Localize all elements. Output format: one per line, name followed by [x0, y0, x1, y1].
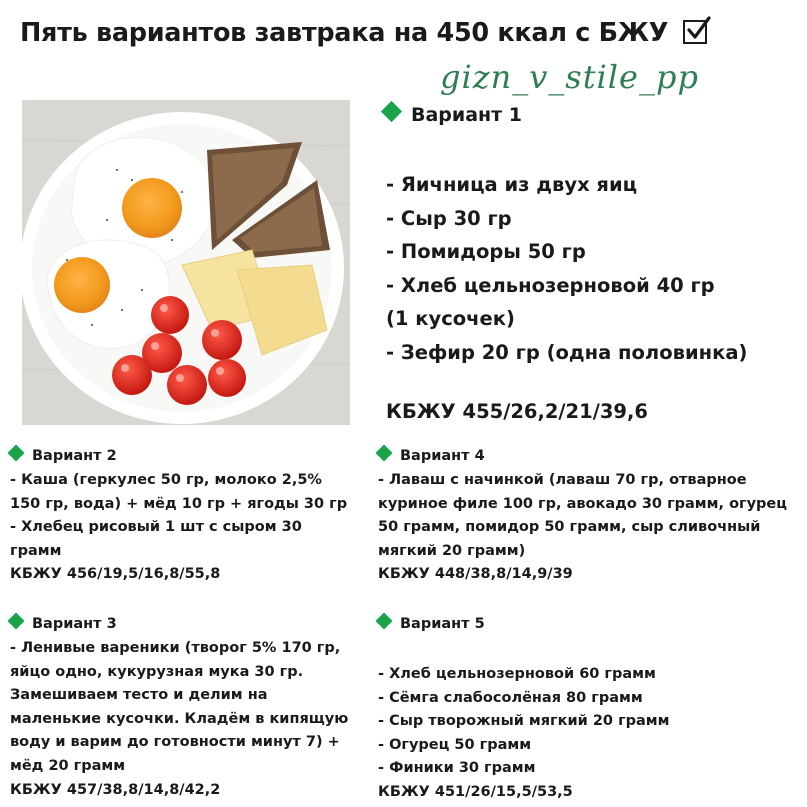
variant-5-kbju: КБЖУ 451/26/15,5/53,5: [378, 783, 573, 800]
variant-2-heading: [10, 447, 347, 469]
variant-2-heading-text: Вариант 2: [32, 448, 117, 464]
variant-1-heading-text: Вариант 1: [411, 104, 523, 126]
list-item: - Финики 30 грамм: [378, 760, 536, 777]
variant-4: [378, 447, 787, 587]
variant-1-list: [386, 168, 796, 369]
list-item: - Ленивые вареники (творог 5% 170 гр,: [10, 640, 341, 656]
variant-3-kbju: КБЖУ 457/38,8/14,8/42,2: [10, 781, 221, 798]
checkmark-icon: [683, 20, 707, 44]
title-text: Пять вариантов завтрака на 450 ккал с БЖУ: [20, 18, 669, 48]
page-title: [20, 18, 800, 48]
variant-1-kbju: КБЖУ 455/26,2/21/39,6: [386, 400, 648, 423]
list-item: яйцо одно, кукурузная мука 30 гр.: [10, 663, 304, 680]
variant-3-heading: [10, 615, 348, 637]
variant-2-kbju: КБЖУ 456/19,5/16,8/55,8: [10, 566, 221, 583]
list-item: - Огурец 50 грамм: [378, 736, 532, 753]
list-item: - Яичница из двух яиц: [386, 173, 638, 196]
list-item: грамм: [10, 542, 62, 559]
variant-2-list: [10, 469, 347, 563]
list-item: - Хлебец рисовый 1 шт с сыром 30: [10, 519, 302, 536]
diamond-icon: [8, 613, 25, 630]
list-item: - Каша (геркулес 50 гр, молоко 2,5%: [10, 472, 322, 488]
variant-4-heading-text: Вариант 4: [400, 448, 485, 464]
variant-1: [384, 104, 748, 423]
variant-3: [10, 615, 348, 802]
watermark: gizn_v_stile_pp: [440, 58, 699, 96]
list-item: - Сёмга слабосолёная 80 грамм: [378, 689, 643, 706]
variant-5: [378, 615, 670, 805]
list-item: маленькие кусочки. Кладём в кипящую: [10, 710, 349, 727]
list-item: Замешиваем тесто и делим на: [10, 687, 268, 704]
variant-5-list: [378, 663, 670, 781]
variant-5-heading-text: Вариант 5: [400, 616, 485, 632]
variant-4-kbju: КБЖУ 448/38,8/14,9/39: [378, 566, 573, 583]
list-item: - Сыр творожный мягкий 20 грамм: [378, 713, 670, 730]
variant-4-heading: [378, 447, 787, 469]
list-item: - Зефир 20 гр (одна половинка): [386, 340, 748, 364]
list-item: - Помидоры 50 гр: [386, 240, 586, 263]
diamond-icon: [381, 101, 402, 122]
list-item: воду и варим до готовности минут 7) +: [10, 734, 340, 751]
variant-4-list: [378, 469, 787, 563]
list-item: куриное филе 100 гр, авокадо 30 грамм, огурец: [378, 495, 788, 512]
variant-5-heading: [378, 615, 670, 637]
list-item: - Лаваш с начинкой (лаваш 70 гр, отварное: [378, 472, 747, 488]
list-item: - Сыр 30 гр: [386, 206, 512, 230]
list-item: - Хлеб цельнозерновой 40 гр: [386, 273, 715, 297]
list-item: мягкий 20 грамм): [378, 542, 526, 559]
diamond-icon: [376, 445, 393, 462]
list-item: 50 грамм, помидор 50 грамм, сыр сливочный: [378, 519, 761, 536]
list-item: - Хлеб цельнозерновой 60 грамм: [378, 666, 656, 682]
variant-3-heading-text: Вариант 3: [32, 616, 117, 632]
diamond-icon: [8, 445, 25, 462]
diamond-icon: [376, 613, 393, 630]
list-item: 150 гр, вода) + мёд 10 гр + ягоды 30 гр: [10, 495, 348, 512]
list-item: мёд 20 грамм: [10, 757, 126, 774]
variant-1-heading: [384, 104, 522, 126]
breakfast-photo: [22, 100, 350, 425]
list-item: (1 кусочек): [386, 307, 515, 330]
variant-3-list: [10, 637, 348, 779]
variant-2: [10, 447, 347, 587]
